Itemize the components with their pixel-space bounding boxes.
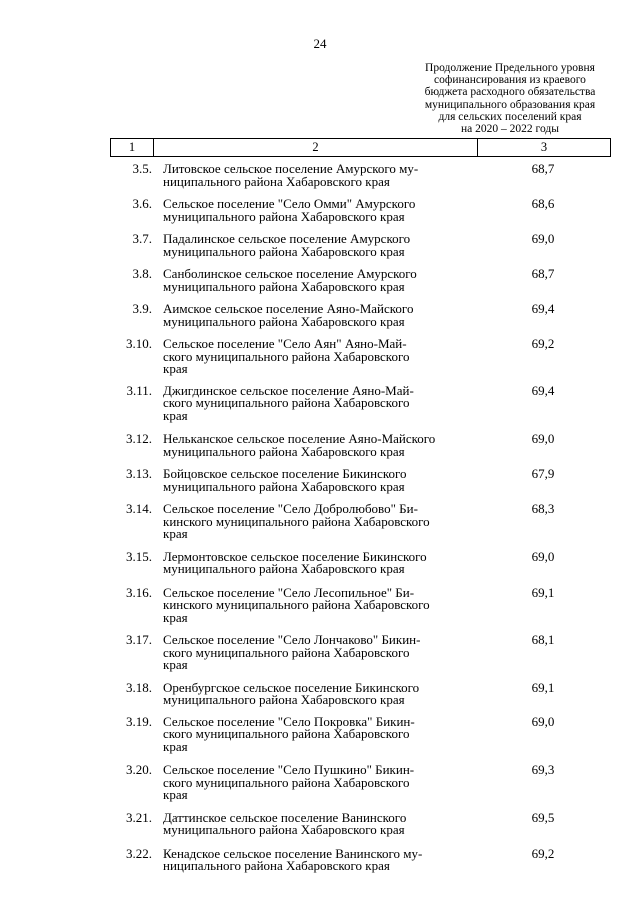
row-number: 3.20. <box>126 762 152 777</box>
settlement-name <box>152 713 475 754</box>
settlement-name-line: края <box>163 526 188 541</box>
row-number: 3.9. <box>132 301 152 316</box>
settlement-name-line: кинского муниципального района Хабаровского <box>163 513 430 529</box>
table-row <box>110 163 611 188</box>
row-number: 3.6. <box>132 196 152 211</box>
settlement-name-line: Сельское поселение "Село Пушкино" Бикин- <box>163 762 415 777</box>
table-row <box>110 468 611 493</box>
cofinancing-value: 68,1 <box>531 632 555 647</box>
cofinancing-value: 67,9 <box>531 466 555 481</box>
settlement-name-line: Литовское сельское поселение Амурского му- <box>163 161 419 176</box>
cofinancing-value: 68,7 <box>531 161 555 176</box>
settlement-name <box>152 338 475 376</box>
settlement-name-line: кинского муниципального района Хабаровского <box>163 597 430 612</box>
table-row <box>110 268 611 293</box>
table-row <box>110 584 611 625</box>
caption-line: Продолжение Предельного уровня <box>425 62 595 74</box>
table-row <box>110 433 611 458</box>
cofinancing-value: 69,1 <box>531 679 555 695</box>
settlement-name-line: ского муниципального района Хабаровского <box>163 348 410 364</box>
settlement-name <box>152 233 475 258</box>
cofinancing-value: 69,4 <box>531 382 555 398</box>
settlement-name <box>152 845 475 873</box>
settlement-name <box>152 548 475 576</box>
cofinancing-value: 68,3 <box>531 501 555 516</box>
cofinancing-value: 69,1 <box>531 584 555 600</box>
header-col-3: 3 <box>540 140 548 154</box>
table-row <box>110 713 611 754</box>
row-number: 3.8. <box>132 266 152 281</box>
settlement-name-line: Бойцовское сельское поселение Бикинского <box>163 466 407 481</box>
row-number: 3.16. <box>126 584 152 600</box>
settlement-name-line: ниципального района Хабаровского края <box>163 858 390 873</box>
settlement-name-line: Джигдинское сельское поселение Аяно-Май- <box>163 382 414 398</box>
table-row <box>110 303 611 328</box>
table-header <box>110 138 611 157</box>
settlement-name-line: Кенадское сельское поселение Ванинского му- <box>163 845 423 861</box>
table-row <box>110 634 611 672</box>
settlement-name-line: ниципального района Хабаровского края <box>163 173 390 189</box>
settlement-name-line: муниципального района Хабаровского края <box>163 478 405 494</box>
table-row <box>110 503 611 541</box>
settlement-name <box>152 584 475 625</box>
cofinancing-value: 69,0 <box>531 548 555 564</box>
cofinancing-value: 69,0 <box>531 231 555 246</box>
settlement-name <box>152 382 475 423</box>
settlement-name-line: ского муниципального района Хабаровского <box>163 644 410 660</box>
cofinancing-value: 69,4 <box>531 301 555 316</box>
row-number: 3.19. <box>126 713 152 729</box>
settlement-name-line: Сельское поселение "Село Лончаково" Бикин- <box>163 632 421 647</box>
settlement-name <box>152 163 475 188</box>
settlement-name <box>152 503 475 541</box>
settlement-name-line: муниципального района Хабаровского края <box>163 278 405 294</box>
cofinancing-value: 69,3 <box>531 762 555 777</box>
settlement-name-line: муниципального района Хабаровского края <box>163 243 405 259</box>
table-row <box>110 198 611 223</box>
row-number: 3.22. <box>126 845 152 861</box>
settlement-name-line: муниципального района Хабаровского края <box>163 822 405 837</box>
caption-line: для сельских поселений края <box>438 110 582 123</box>
settlement-name-line: Падалинское сельское поселение Амурского <box>163 231 411 246</box>
caption-line: на 2020 – 2022 годы <box>461 123 559 136</box>
settlement-name-line: ского муниципального района Хабаровского <box>163 774 410 790</box>
table-row <box>110 845 611 873</box>
settlement-name-line: Аимское сельское поселение Аяно-Майского <box>163 301 414 316</box>
row-number: 3.5. <box>132 161 152 176</box>
settlement-name <box>152 679 475 707</box>
row-number: 3.17. <box>126 632 152 647</box>
cofinancing-value: 69,5 <box>531 809 555 825</box>
settlement-name-line: муниципального района Хабаровского края <box>163 313 405 329</box>
cofinancing-value: 69,2 <box>531 845 555 861</box>
table-row <box>110 233 611 258</box>
table-body <box>110 163 611 873</box>
settlement-name <box>152 809 475 837</box>
cofinancing-value: 69,0 <box>531 431 555 446</box>
table-row <box>110 809 611 837</box>
caption-line: бюджета расходного обязательства <box>424 86 596 99</box>
settlement-name-line: Даттинское сельское поселение Ванинского <box>163 809 407 825</box>
settlement-name-line: муниципального района Хабаровского края <box>163 208 405 224</box>
settlement-name-line: Нельканское сельское поселение Аяно-Майского <box>163 431 436 446</box>
settlement-name <box>152 764 475 802</box>
page-number: 24 <box>313 36 327 51</box>
settlement-name-line: края <box>163 657 188 672</box>
row-number: 3.18. <box>126 679 152 695</box>
settlement-name-line: Сельское поселение "Село Покровка" Бикин- <box>163 713 415 729</box>
settlement-name-line: края <box>163 738 188 754</box>
row-number: 3.11. <box>126 382 152 398</box>
row-number: 3.12. <box>126 431 152 446</box>
table-row <box>110 338 611 376</box>
settlement-name <box>152 433 475 458</box>
settlement-name <box>152 268 475 293</box>
header-col-2: 2 <box>154 139 478 156</box>
caption-line: муниципального образования края <box>424 98 596 111</box>
settlement-name <box>152 303 475 328</box>
settlement-name <box>152 468 475 493</box>
row-number: 3.7. <box>132 231 152 246</box>
settlement-name-line: Сельское поселение "Село Добролюбово" Би- <box>163 501 418 516</box>
settlement-name-line: Сельское поселение "Село Лесопильное" Би- <box>163 584 415 600</box>
row-number: 3.10. <box>126 336 152 351</box>
settlement-name-line: края <box>163 361 188 376</box>
cofinancing-value: 68,7 <box>531 266 555 281</box>
settlement-name-line: ского муниципального района Хабаровского <box>163 726 410 741</box>
table-row <box>110 764 611 802</box>
row-number: 3.15. <box>126 548 152 564</box>
settlement-name-line: ского муниципального района Хабаровского <box>163 395 410 410</box>
settlement-name-line: края <box>163 407 188 423</box>
cofinancing-value: 69,0 <box>531 713 555 729</box>
table-row <box>110 382 611 423</box>
row-number: 3.13. <box>126 466 152 481</box>
table-row <box>110 548 611 576</box>
settlement-name-line: Сельское поселение "Село Аян" Аяно-Май- <box>163 336 407 351</box>
settlement-name-line: Санболинское сельское поселение Амурского <box>163 266 417 281</box>
cofinancing-value: 69,2 <box>531 336 555 351</box>
cofinancing-value: 68,6 <box>531 196 555 211</box>
table-caption <box>394 62 626 135</box>
settlement-name-line: муниципального района Хабаровского края <box>163 561 405 576</box>
settlement-name-line: Сельское поселение "Село Омми" Амурского <box>163 196 416 211</box>
settlement-name-line: Лермонтовское сельское поселение Бикинского <box>163 548 427 564</box>
settlement-name-line: муниципального района Хабаровского края <box>163 443 405 459</box>
row-number: 3.14. <box>126 501 152 516</box>
table-row <box>110 679 611 707</box>
settlement-name <box>152 198 475 223</box>
settlement-name-line: Оренбургское сельское поселение Бикинского <box>163 679 420 695</box>
caption-line: софинансирования из краевого <box>434 74 586 87</box>
settlement-name <box>152 634 475 672</box>
row-number: 3.21. <box>126 809 152 825</box>
header-col-1: 1 <box>111 139 154 156</box>
settlement-name-line: края <box>163 787 188 802</box>
settlement-name-line: муниципального района Хабаровского края <box>163 692 405 707</box>
settlement-name-line: края <box>163 609 188 625</box>
